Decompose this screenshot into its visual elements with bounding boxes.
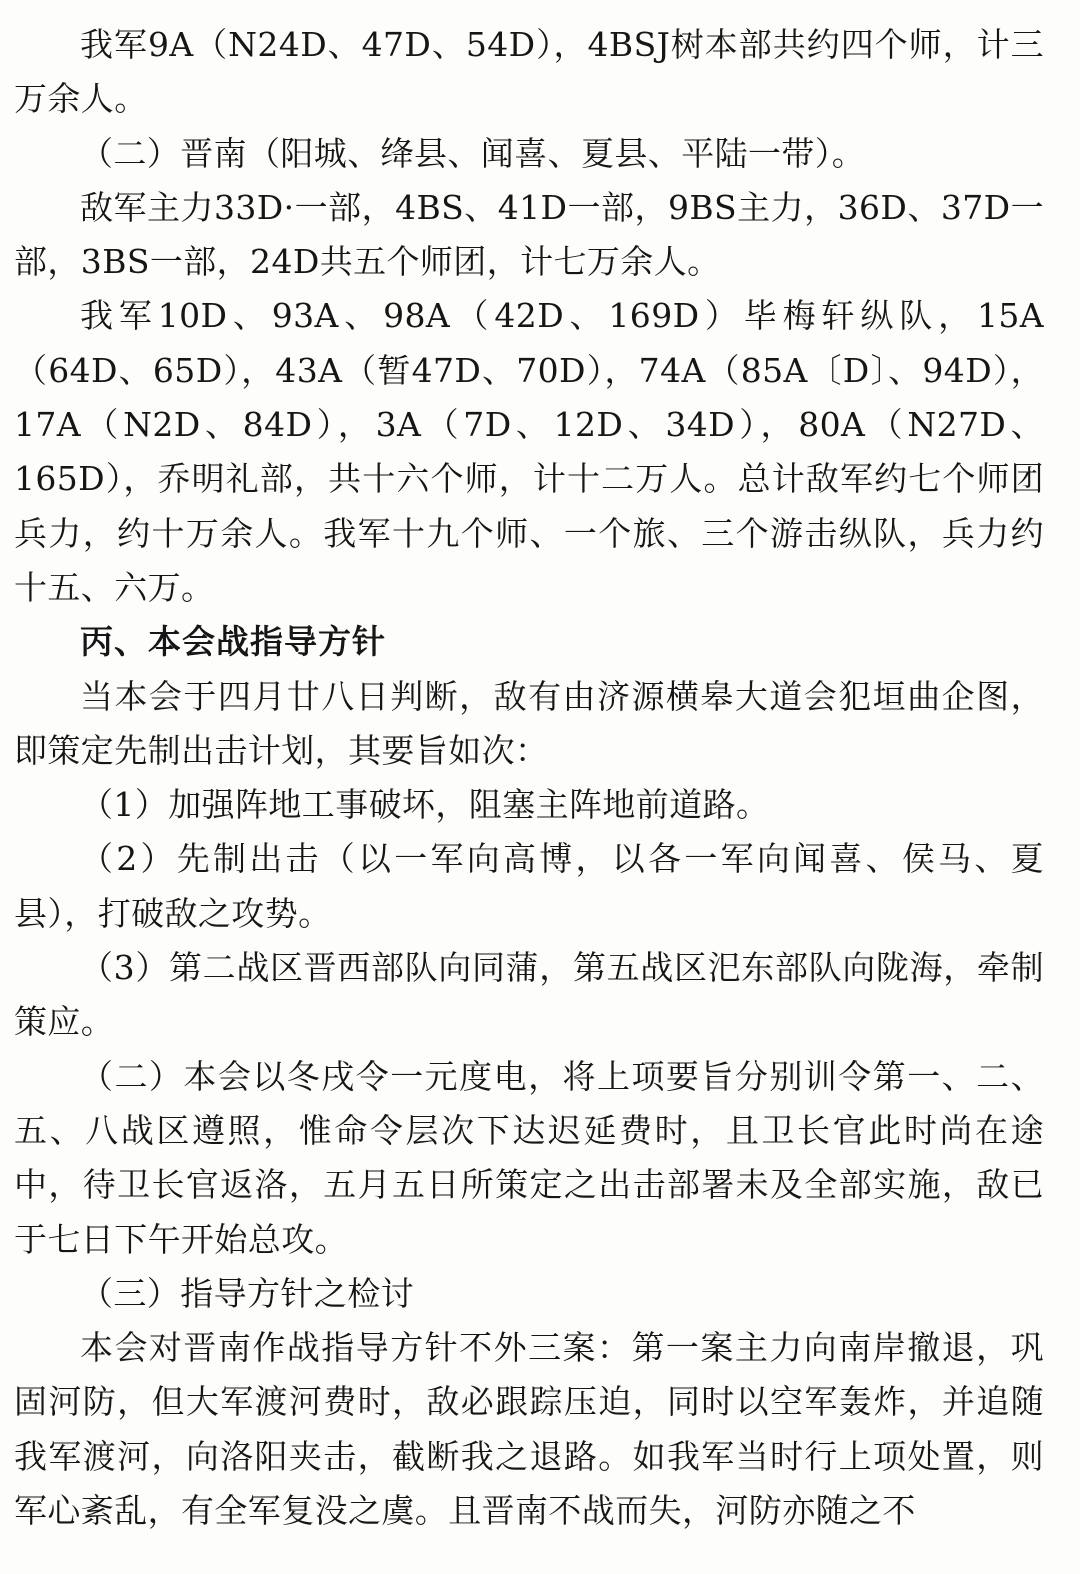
paragraph-6: 当本会于四月廿八日判断，敌有由济源横皋大道会犯垣曲企图，即策定先制出击计划，其要旨如次： xyxy=(14,676,1044,770)
paragraph-7: （1）加强阵地工事破坏，阻塞主阵地前道路。 xyxy=(80,785,770,825)
paragraph-4: 我军10D、93A、98A（42D、169D）毕梅轩纵队，15A（64D、65D），43A（暂47D、70D），74A（85A〔D〕、94D），17A（N2D、84D），3A（7D、12D、34D），80A（N27D、165D），乔明礼部，共十六个师，计十二万人。总计敌军约七个师团兵力，约十万余人。我军十九个师、一个旅、三个游击纵队，兵力约十五、六万。 xyxy=(14,296,1044,607)
document-body xyxy=(14,18,1044,1538)
paragraph-12: 本会对晋南作战指导方针不外三案：第一案主力向南岸撤退，巩固河防，但大军渡河费时，敌必跟踪压迫，同时以空军轰炸，并追随我军渡河，向洛阳夹击，截断我之退路。如我军当时行上项处置，则军心紊乱，有全军复没之虞。且晋南不战而失，河防亦随之不 xyxy=(14,1328,1044,1531)
paragraph-9: （3）第二战区晋西部队向同蒲，第五战区汜东部队向陇海，牵制策应。 xyxy=(14,948,1044,1042)
paragraph-3: 敌军主力33D·一部，4BS、41D一部，9BS主力，36D、37D一部，3BS一部，24D共五个师团，计七万余人。 xyxy=(14,187,1044,282)
section-heading: 丙、本会战指导方针 xyxy=(80,622,386,662)
paragraph-10: （二）本会以冬戌令一元度电，将上项要旨分别训令第一、二、五、八战区遵照，惟命令层次下达迟延费时，且卫长官此时尚在途中，待卫长官返洛，五月五日所策定之出击部署未及全部实施，敌已于七日下午开始总攻。 xyxy=(14,1056,1044,1259)
paragraph-11: （三）指导方针之检讨 xyxy=(80,1273,414,1313)
paragraph-2: （二）晋南（阳城、绛县、闻喜、夏县、平陆一带）。 xyxy=(80,133,866,173)
paragraph-8: （2）先制出击（以一军向高博，以各一军向闻喜、侯马、夏县），打破敌之攻势。 xyxy=(14,839,1044,933)
paragraph-1: 我军9A（N24D、47D、54D），4BSJ树本部共约四个师，计三万余人。 xyxy=(14,25,1044,119)
